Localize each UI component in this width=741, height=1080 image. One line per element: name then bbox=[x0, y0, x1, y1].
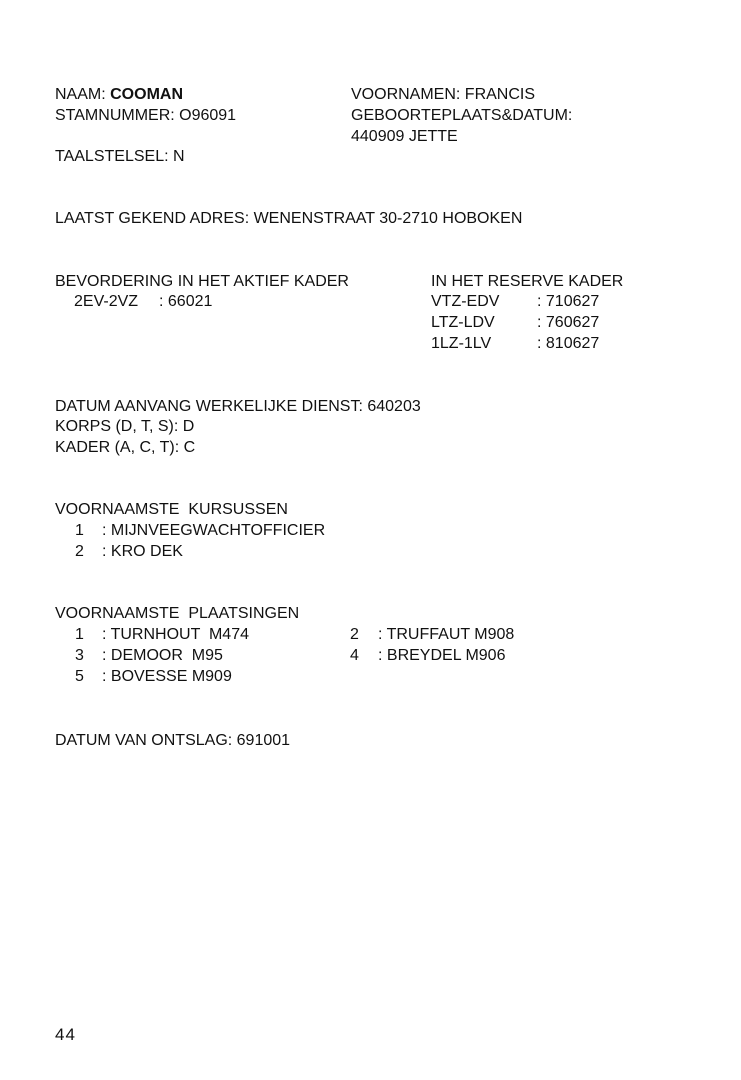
plaatsing-text: : TURNHOUT M474 bbox=[102, 626, 249, 643]
adres: LAATST GEKEND ADRES: WENENSTRAAT 30-2710 HOBOKEN bbox=[55, 210, 523, 227]
reserve-rank: 1LZ-1LV bbox=[431, 335, 492, 352]
geboorte-value: 440909 JETTE bbox=[351, 128, 458, 145]
plaatsing-text: : BOVESSE M909 bbox=[102, 668, 232, 685]
plaatsingen-title: VOORNAAMSTE PLAATSINGEN bbox=[55, 605, 300, 622]
plaatsing-num: 5 bbox=[75, 668, 84, 685]
kader: KADER (A, C, T): C bbox=[55, 439, 196, 456]
reserve-date: : 710627 bbox=[537, 293, 600, 310]
korps: KORPS (D, T, S): D bbox=[55, 418, 195, 435]
aktief-rank: 2EV-2VZ bbox=[74, 293, 139, 310]
page-number: 44 bbox=[55, 1025, 76, 1044]
plaatsing-text: : DEMOOR M95 bbox=[102, 647, 223, 664]
plaatsing-num: 4 bbox=[350, 647, 359, 664]
plaatsing-num: 3 bbox=[75, 647, 84, 664]
reserve-date: : 760627 bbox=[537, 314, 600, 331]
kursus-text: : KRO DEK bbox=[102, 543, 183, 560]
aktief-title: BEVORDERING IN HET AKTIEF KADER bbox=[55, 273, 349, 290]
plaatsing-text: : BREYDEL M906 bbox=[378, 647, 506, 664]
naam-line bbox=[55, 84, 183, 105]
reserve-rank: VTZ-EDV bbox=[431, 293, 500, 310]
ontslag: DATUM VAN ONTSLAG: 691001 bbox=[55, 732, 291, 749]
plaatsing-text: : TRUFFAUT M908 bbox=[378, 626, 515, 643]
plaatsing-num: 2 bbox=[350, 626, 359, 643]
kursussen-title: VOORNAAMSTE KURSUSSEN bbox=[55, 501, 288, 518]
voornamen: VOORNAMEN: FRANCIS bbox=[351, 86, 536, 103]
stamnummer: STAMNUMMER: O96091 bbox=[55, 107, 237, 124]
reserve-title: IN HET RESERVE KADER bbox=[431, 273, 624, 290]
kursus-num: 2 bbox=[75, 543, 84, 560]
reserve-date: : 810627 bbox=[537, 335, 600, 352]
aktief-date: : 66021 bbox=[159, 293, 213, 310]
taalstelsel: TAALSTELSEL: N bbox=[55, 148, 185, 165]
plaatsing-num: 1 bbox=[75, 626, 84, 643]
reserve-rank: LTZ-LDV bbox=[431, 314, 495, 331]
kursus-num: 1 bbox=[75, 522, 84, 539]
naam-label: NAAM: bbox=[55, 86, 111, 103]
naam-value: COOMAN bbox=[110, 86, 184, 103]
kursus-text: : MIJNVEEGWACHTOFFICIER bbox=[102, 522, 326, 539]
aanvang-dienst: DATUM AANVANG WERKELIJKE DIENST: 640203 bbox=[55, 398, 421, 415]
geboorte-label: GEBOORTEPLAATS&DATUM: bbox=[351, 107, 573, 124]
